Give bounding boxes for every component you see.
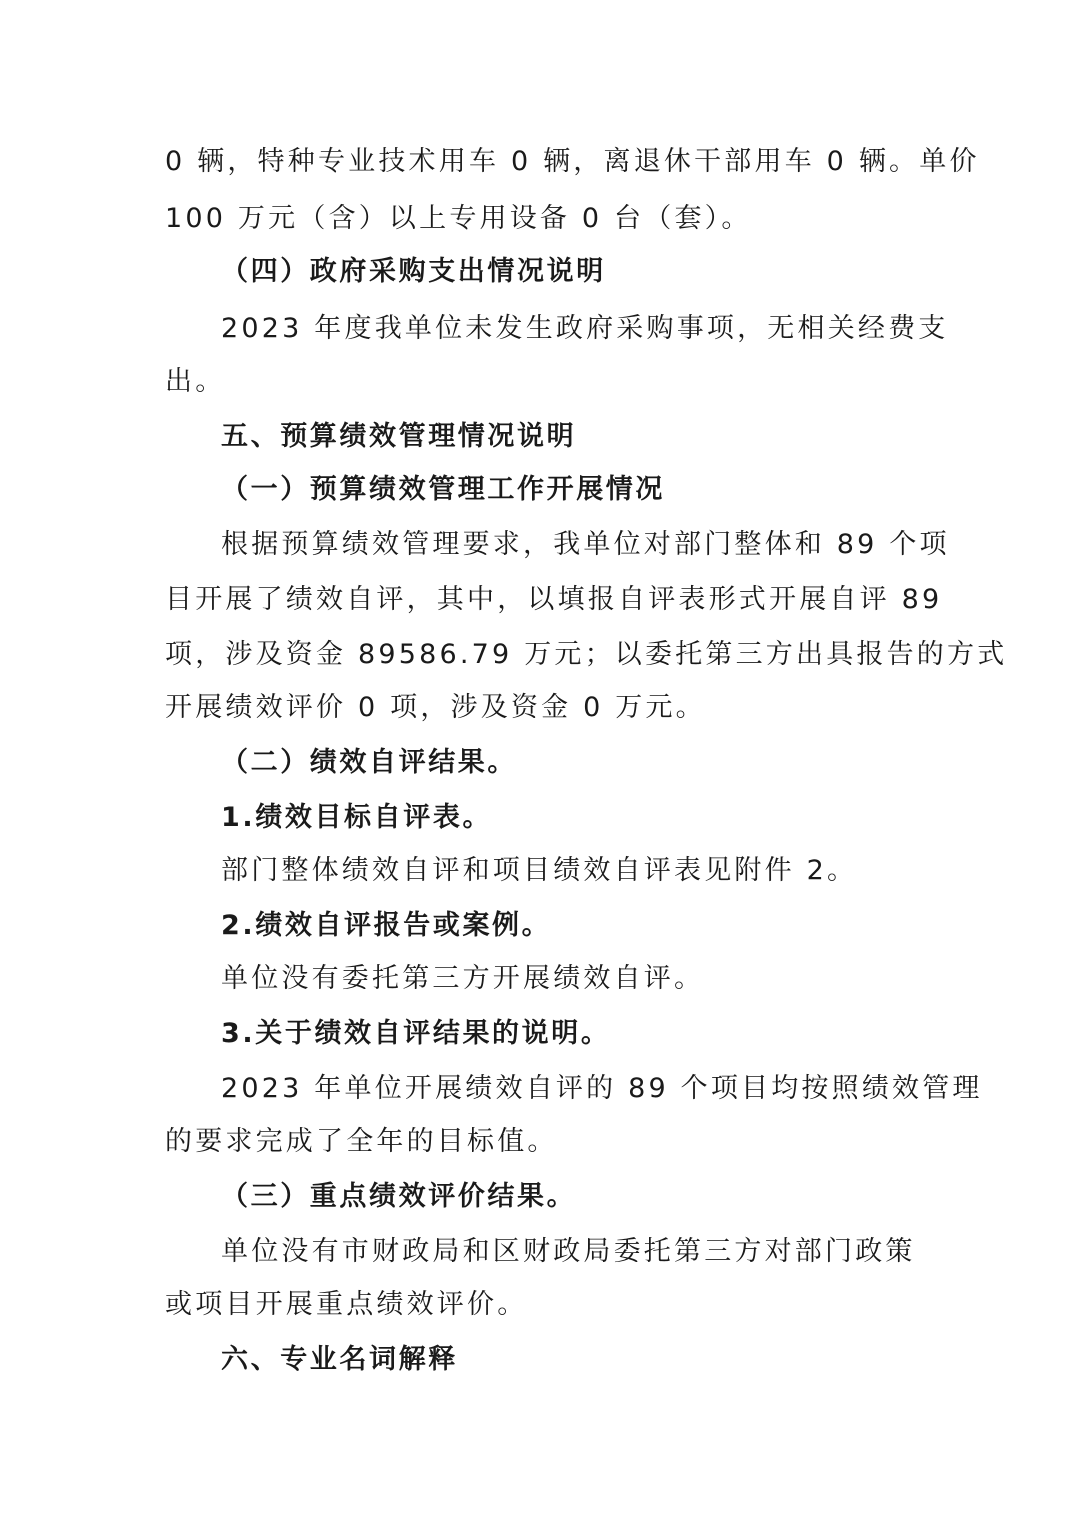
paragraph-line-key-evaluation-2: 或项目开展重点绩效评价。 (165, 1289, 528, 1320)
item-heading-result-explanation: 3.关于绩效自评结果的说明。 (221, 1018, 611, 1049)
subsection-heading-key-evaluation: （三）重点绩效评价结果。 (221, 1181, 577, 1212)
paragraph-line-report: 单位没有委托第三方开展绩效自评。 (221, 963, 705, 994)
paragraph-line-vehicles: 0 辆，特种专业技术用车 0 辆，离退休干部用车 0 辆。单价 (165, 146, 980, 177)
paragraph-line-performance-4: 开展绩效评价 0 项，涉及资金 0 万元。 (165, 692, 706, 723)
item-heading-target-table: 1.绩效目标自评表。 (221, 802, 493, 833)
paragraph-line-equipment: 100 万元（含）以上专用设备 0 台（套）。 (165, 203, 752, 234)
paragraph-line-result-1: 2023 年单位开展绩效自评的 89 个项目均按照绩效管理 (221, 1073, 983, 1104)
paragraph-line-performance-1: 根据预算绩效管理要求，我单位对部门整体和 89 个项 (221, 529, 950, 560)
paragraph-line-performance-3: 项，涉及资金 89586.79 万元；以委托第三方出具报告的方式 (165, 639, 1008, 670)
section-heading-terms: 六、专业名词解释 (221, 1344, 458, 1375)
section-heading-performance: 五、预算绩效管理情况说明 (221, 421, 577, 452)
paragraph-line-performance-2: 目开展了绩效自评，其中，以填报自评表形式开展自评 89 (165, 584, 943, 615)
item-heading-report: 2.绩效自评报告或案例。 (221, 910, 552, 941)
section-heading-procurement: （四）政府采购支出情况说明 (221, 256, 606, 287)
paragraph-line-procurement-1: 2023 年度我单位未发生政府采购事项，无相关经费支 (221, 313, 949, 344)
paragraph-line-target-table: 部门整体绩效自评和项目绩效自评表见附件 2。 (221, 855, 858, 886)
paragraph-line-key-evaluation-1: 单位没有市财政局和区财政局委托第三方对部门政策 (221, 1236, 916, 1267)
subsection-heading-self-evaluation: （二）绩效自评结果。 (221, 747, 517, 778)
paragraph-line-result-2: 的要求完成了全年的目标值。 (165, 1126, 558, 1157)
subsection-heading-performance-work: （一）预算绩效管理工作开展情况 (221, 474, 665, 505)
paragraph-line-procurement-2: 出。 (165, 366, 226, 397)
